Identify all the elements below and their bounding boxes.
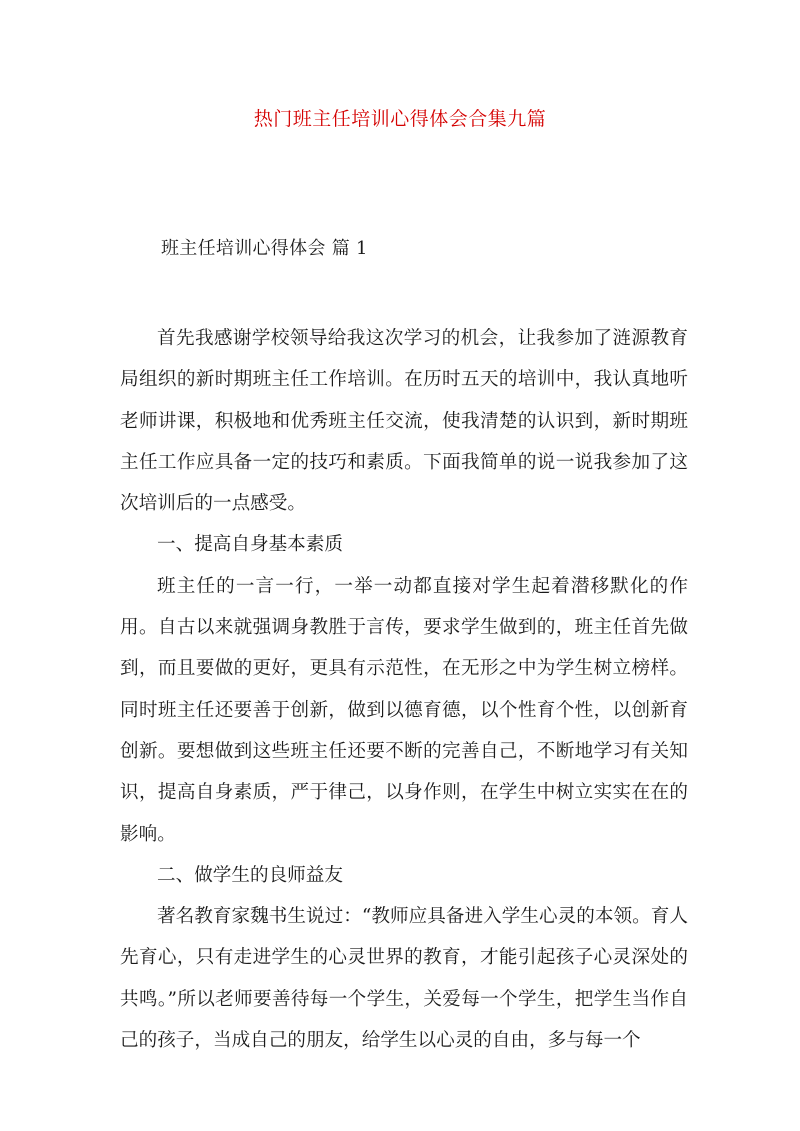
- paragraph-1: 班主任的一言一行，一举一动都直接对学生起着潜移默化的作用。自古以来就强调身教胜于言传，要求学生做到的，班主任首先做到，而且要做的更好，更具有示范性，在无形之中为学生树立榜样。同时班主任还要善于创新，做到以德育德，以个性育个性，以创新育创新。要想做到这些班主任还要不断的完善自己，不断地学习有关知识，提高自身素质，严于律己，以身作则，在学生中树立实实在在的影响。: [120, 575, 688, 845]
- paragraph-2: 著名教育家魏书生说过：“教师应具备进入学生心灵的本领。育人先育心，只有走进学生的心灵世界的教育，才能引起孩子心灵深处的共鸣。”所以老师要善待每一个学生，关爱每一个学生，把学生当作自己的孩子，当成自己的朋友，给学生以心灵的自由，多与每一个: [120, 906, 688, 1052]
- document-body: [120, 318, 688, 1061]
- paragraph-intro: 首先我感谢学校领导给我这次学习的机会，让我参加了涟源教育局组织的新时期班主任工作培训。在历时五天的培训中，我认真地听老师讲课，积极地和优秀班主任交流，使我清楚的认识到，新时期班主任工作应具备一定的技巧和素质。下面我简单的说一说我参加了这次培训后的一点感受。: [120, 328, 688, 515]
- document-title: 热门班主任培训心得体会合集九篇: [253, 108, 547, 130]
- subheading-1: 一、提高自身基本素质: [157, 534, 343, 556]
- subheading-2: 二、做学生的良师益友: [157, 864, 343, 886]
- section-heading: 班主任培训心得体会 篇 1: [161, 238, 368, 259]
